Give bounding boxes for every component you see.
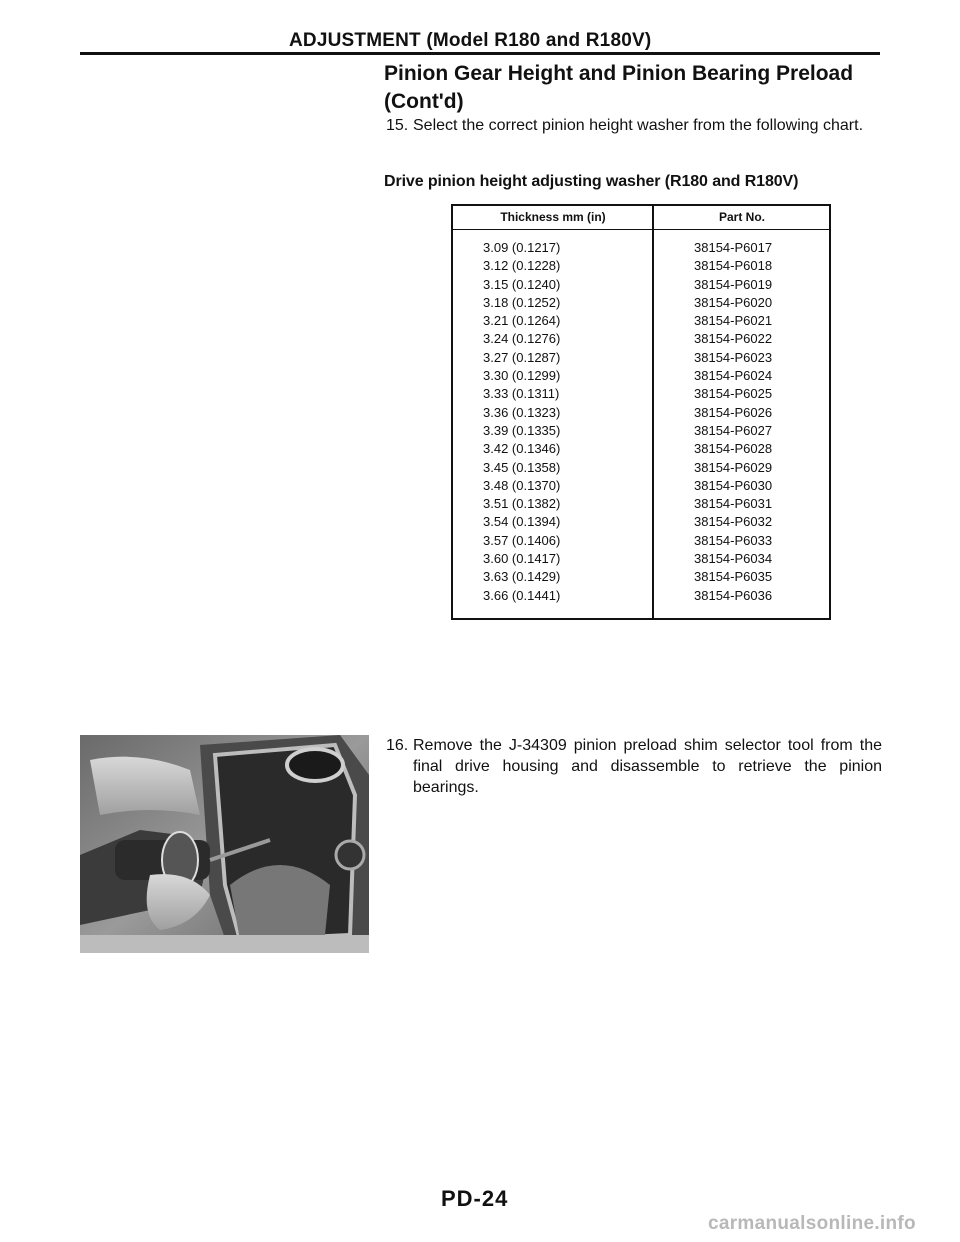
- table-row: [453, 568, 829, 586]
- part-no-cell: 38154-P6033: [694, 532, 773, 548]
- table-row: [453, 367, 829, 385]
- page-number: PD-24: [441, 1186, 509, 1211]
- table-row: [453, 440, 829, 458]
- part-no-cell: 38154-P6021: [694, 313, 773, 329]
- table-row: [453, 422, 829, 440]
- thickness-cell: 3.24 (0.1276): [483, 331, 561, 347]
- thickness-cell: 3.18 (0.1252): [483, 294, 561, 310]
- part-no-cell: 38154-P6031: [694, 496, 773, 512]
- table-row: [453, 385, 829, 403]
- page-header: ADJUSTMENT (Model R180 and R180V): [289, 30, 652, 51]
- step-text: Remove the J-34309 pinion preload shim selector tool from the final drive housing and disassemble to retrieve the pinion bearings.: [413, 737, 882, 796]
- thickness-cell: 3.66 (0.1441): [483, 587, 561, 603]
- thickness-cell: 3.39 (0.1335): [483, 422, 561, 438]
- header-part-no: Part No.: [718, 210, 765, 224]
- part-no-cell: 38154-P6030: [694, 477, 773, 493]
- part-no-cell: 38154-P6029: [694, 459, 773, 475]
- part-no-cell: 38154-P6020: [694, 294, 773, 310]
- section-title-line1: Pinion Gear Height and Pinion Bearing Preload: [384, 62, 854, 85]
- table-row: [453, 532, 829, 550]
- part-no-cell: 38154-P6019: [694, 276, 773, 292]
- watermark: carmanualsonline.info: [708, 1213, 916, 1234]
- part-no-cell: 38154-P6017: [694, 240, 773, 255]
- thickness-cell: 3.30 (0.1299): [483, 368, 561, 384]
- table-row: [453, 404, 829, 422]
- step-16: [386, 735, 882, 798]
- table-row: [453, 513, 829, 531]
- table-row: [453, 312, 829, 330]
- table-header-row: [453, 206, 829, 230]
- table-row: [453, 257, 829, 275]
- table-caption: Drive pinion height adjusting washer (R180 and R180V): [384, 173, 799, 190]
- thickness-cell: 3.63 (0.1429): [483, 569, 561, 585]
- pinion-bearing-photo: [80, 735, 369, 953]
- table-row: [453, 330, 829, 348]
- thickness-cell: 3.60 (0.1417): [483, 551, 561, 567]
- part-no-cell: 38154-P6024: [694, 368, 773, 384]
- section-title: [384, 60, 904, 116]
- thickness-cell: 3.27 (0.1287): [483, 349, 561, 365]
- thickness-cell: 3.45 (0.1358): [483, 459, 561, 475]
- step-number: 15.: [386, 117, 409, 134]
- thickness-cell: 3.15 (0.1240): [483, 276, 561, 292]
- table-row: [453, 239, 829, 257]
- part-no-cell: 38154-P6022: [694, 331, 773, 347]
- header-thickness: Thickness mm (in): [500, 210, 606, 224]
- part-no-cell: 38154-P6036: [694, 587, 773, 603]
- washer-table: [451, 204, 831, 620]
- table-row: [453, 477, 829, 495]
- thickness-cell: 3.54 (0.1394): [483, 514, 561, 530]
- thickness-cell: 3.36 (0.1323): [483, 404, 561, 420]
- part-no-cell: 38154-P6035: [694, 569, 773, 585]
- thickness-cell: 3.12 (0.1228): [483, 258, 561, 274]
- part-no-cell: 38154-P6034: [694, 551, 773, 567]
- part-no-cell: 38154-P6028: [694, 441, 773, 457]
- thickness-cell: 3.57 (0.1406): [483, 532, 561, 548]
- part-no-cell: 38154-P6026: [694, 404, 773, 420]
- table-body: [453, 239, 829, 605]
- step-number: 16.: [386, 737, 409, 754]
- thickness-cell: 3.48 (0.1370): [483, 477, 561, 493]
- thickness-cell: 3.42 (0.1346): [483, 441, 561, 457]
- table-row: [453, 276, 829, 294]
- step-text: Select the correct pinion height washer from the following chart.: [413, 117, 864, 134]
- table-row: [453, 495, 829, 513]
- step-15: [386, 115, 882, 136]
- thickness-cell: 3.21 (0.1264): [483, 313, 561, 329]
- part-no-cell: 38154-P6025: [694, 386, 773, 402]
- table-row: [453, 550, 829, 568]
- part-no-cell: 38154-P6023: [694, 349, 773, 365]
- thickness-cell: 3.09 (0.1217): [483, 240, 561, 255]
- part-no-cell: 38154-P6027: [694, 422, 773, 438]
- part-no-cell: 38154-P6032: [694, 514, 773, 530]
- part-no-cell: 38154-P6018: [694, 258, 773, 274]
- table-row: [453, 459, 829, 477]
- header-rule: [80, 52, 880, 55]
- table-row: [453, 587, 829, 605]
- section-title-line2: (Cont'd): [384, 90, 464, 113]
- table-row: [453, 349, 829, 367]
- thickness-cell: 3.33 (0.1311): [483, 386, 560, 402]
- thickness-cell: 3.51 (0.1382): [483, 496, 561, 512]
- table-row: [453, 294, 829, 312]
